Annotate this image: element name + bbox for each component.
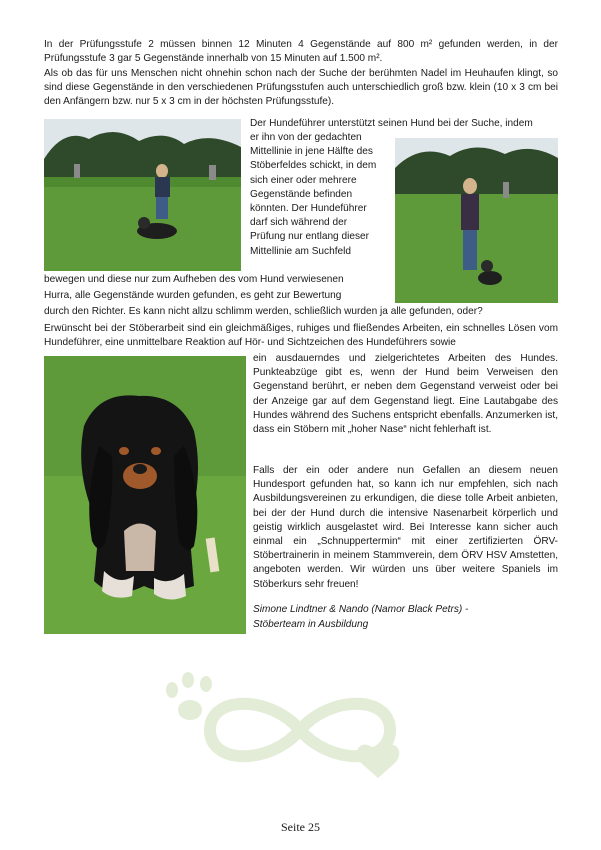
- paragraph-3-bottom: bewegen und diese nur zum Aufheben des vom Hund verwiesenen: [44, 274, 344, 285]
- paragraph-6: Falls der ein oder andere nun Gefallen an diesem neuen Hundesport gefunden hat, so kann ich nur empfehlen, sich nach Ausbildungsvereinen zu erkundigen, die diese tolle Arbeit anbieten, bei der der Hund durch die intensive Nasenarbeit körperlich und geistig wirklich ausgelastet wird. Bei Interesse kann sicher auch einmal ein „Schnuppertermin“ mit einer zertifizierten ÖRV-Stöbertrainerin in meinem Stammverein, dem ÖRV HSV Amstetten, angeboten werden. Wir würden uns über weitere Spaniels im Stöberkurs sehr freuen!: [253, 465, 558, 590]
- paragraph-1: In der Prüfungsstufe 2 müssen binnen 12 Minuten 4 Gegenstände auf 800 m² gefunden werden, in der Prüfungsstufe 3 gar 5 Gegenstände innerhalb von 15 Minuten auf 1.500 m².: [44, 39, 558, 65]
- paragraph-2: Als ob das für uns Menschen nicht ohnehin schon nach der Suche der berühmten Nadel im Heuhaufen klingt, so sind diese Gegenstände in den verschiedenen Prüfungsstufen auch unterschiedlich groß bzw. klein (10 x 3 cm bei den Anfängern bzw. nur 5 x 3 cm in der höchsten Prüfungsstufe).: [44, 68, 558, 108]
- paragraph-3-column: [250, 131, 389, 259]
- signature-line-2: Stöberteam in Ausbildung: [253, 619, 369, 630]
- column-line: Prüfung nur entlang dieser: [250, 231, 369, 243]
- paragraph-4-top: Hurra, alle Gegenstände wurden gefunden, es geht zur Bewertung: [44, 290, 342, 301]
- column-line: Gegenstände befinden: [250, 188, 353, 200]
- column-line: er ihn von der gedachten: [250, 132, 362, 143]
- signature-line-1: Simone Lindtner & Nando (Namor Black Petrs) -: [253, 604, 469, 615]
- paragraph-4-bottom: durch den Richter. Es kann nicht allzu schlimm werden, schließlich wurden ja alle gefunden, oder?: [44, 306, 483, 317]
- paragraph-5: Erwünscht bei der Stöberarbeit sind ein gleichmäßiges, ruhiges und fließendes Arbeiten, ein schnelles Lösen vom Hundeführer, eine unmittelbare Reaktion auf Hör- und Sichtzeichen des Hundeführers sowie: [44, 323, 558, 349]
- column-line: darf sich während der: [250, 217, 348, 229]
- photo-cocker-spaniel: [44, 356, 246, 634]
- photo-handler-with-dog: [44, 119, 241, 271]
- column-line: Mittellinie am Suchfeld: [250, 245, 351, 257]
- paragraph-3-top: Der Hundeführer unterstützt seinen Hund bei der Suche, indem: [250, 118, 533, 129]
- column-line: sich einer oder mehrere: [250, 174, 357, 186]
- paragraph-5-continued: ein ausdauerndes und zielgerichtetes Arbeiten des Hundes. Punkteabzüge gibt es, wenn der Hund beim Verweisen den Gegenstand berührt, er neben dem Gegenstand verweist oder bei der Anzeige gar auf dem Gegenstand liegt. Eine Lautabgabe des Hundes während des Suchens entspricht ebenfalls. Anzumerken ist, dass ein Stöbern mit „hoher Nase“ nicht fehlerhaft ist.: [253, 353, 558, 436]
- column-line: könnten. Der Hundeführer: [250, 203, 367, 215]
- column-line: Mittellinie in jene Hälfte des: [250, 146, 373, 158]
- column-line: Stöberfeldes schickt, in dem: [250, 160, 377, 172]
- paw-infinity-heart-logo-icon: [150, 670, 450, 790]
- photo-handler-standing-dog-sitting: [395, 138, 558, 303]
- page-number: Seite 25: [281, 820, 320, 834]
